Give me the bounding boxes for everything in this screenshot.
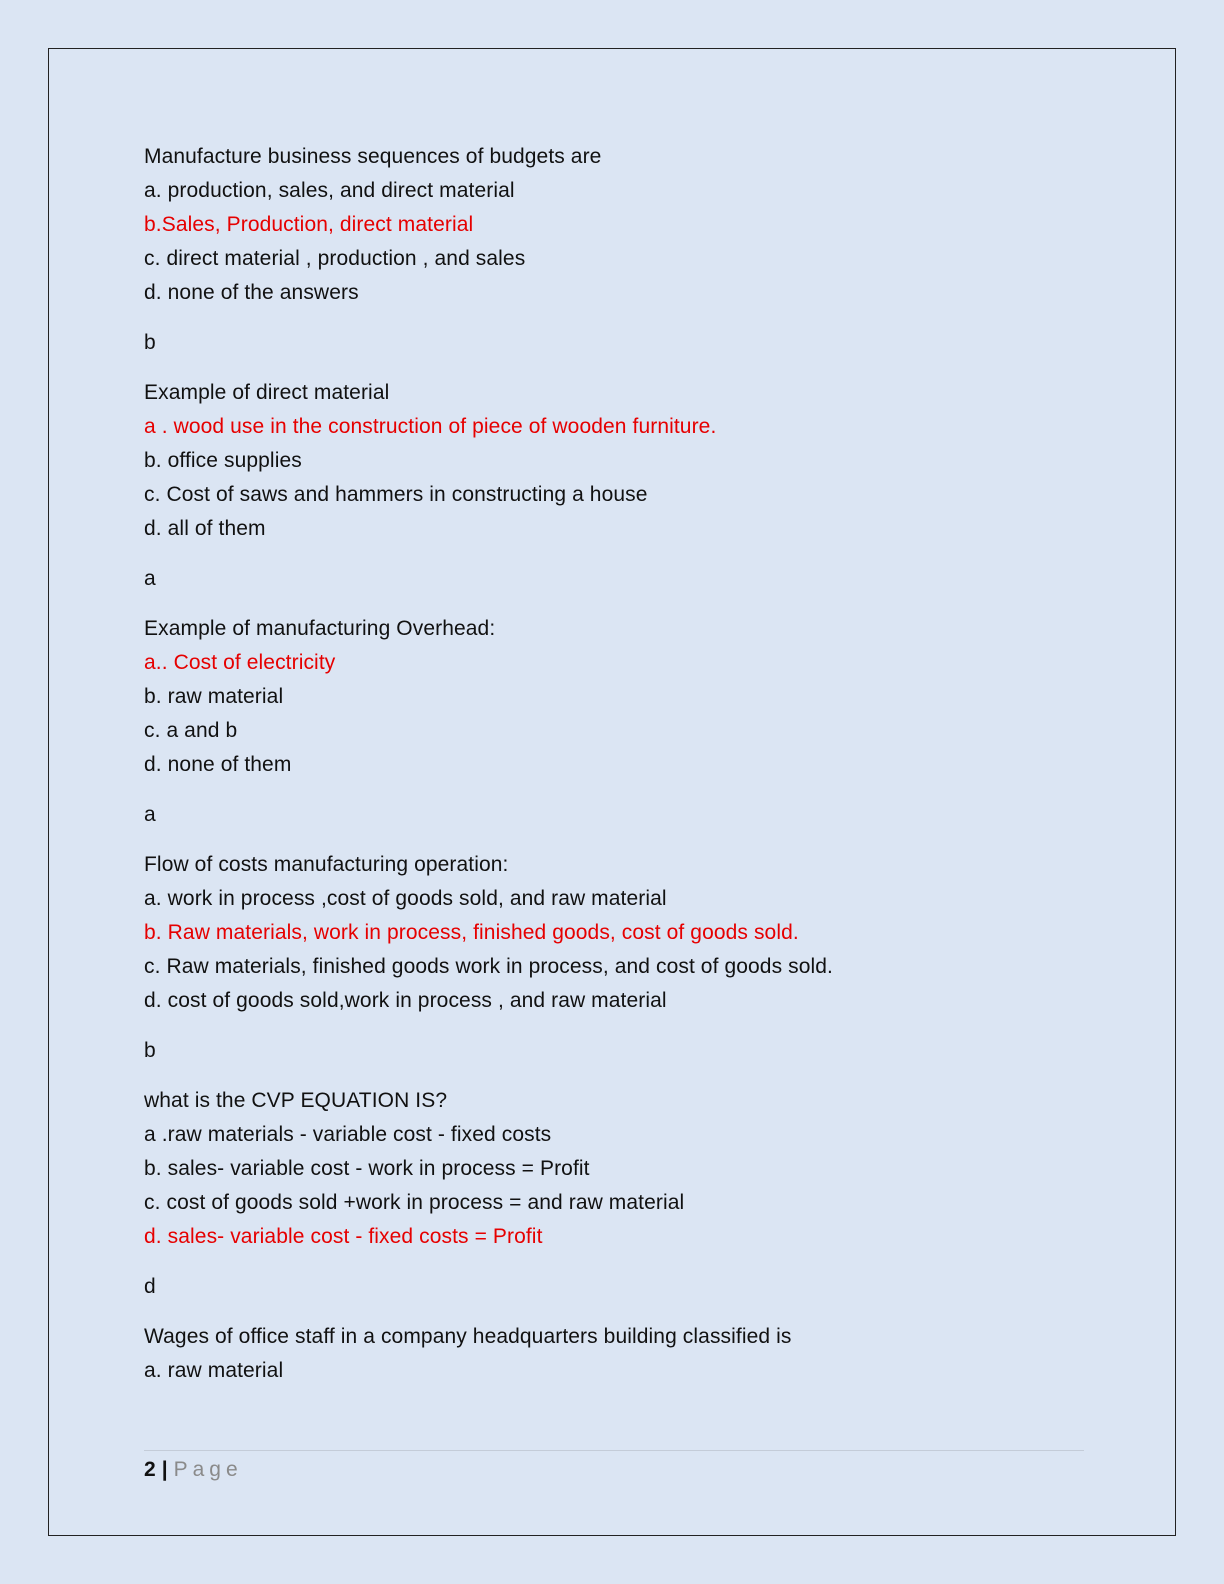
answer-option: c. a and b (144, 719, 238, 742)
answer-key: d (144, 1275, 156, 1298)
correct-option: d. sales- variable cost - fixed costs = Profit (144, 1225, 543, 1248)
question-block (144, 376, 1084, 546)
answer-option: d. cost of goods sold,work in process , and raw material (144, 989, 667, 1012)
page-number: 2 (144, 1458, 156, 1481)
answer-option: b. raw material (144, 685, 284, 708)
question-block (144, 1084, 1084, 1254)
correct-option: b. Raw materials, work in process, finished goods, cost of goods sold. (144, 921, 799, 944)
question-text: Manufacture business sequences of budgets are (144, 145, 602, 168)
answer-option: d. none of them (144, 753, 292, 776)
correct-option: a.. Cost of electricity (144, 651, 336, 674)
answer-option: d. none of the answers (144, 281, 359, 304)
answer-option: c. Raw materials, finished goods work in process, and cost of goods sold. (144, 955, 833, 978)
question-block (144, 1320, 1084, 1388)
question-block (144, 848, 1084, 1018)
question-text: Wages of office staff in a company headquarters building classified is (144, 1325, 792, 1348)
answer-key: b (144, 331, 156, 354)
question-block (144, 612, 1084, 782)
correct-option: a . wood use in the construction of piece of wooden furniture. (144, 415, 717, 438)
answer-option: b. office supplies (144, 449, 302, 472)
answer-option: a. work in process ,cost of goods sold, and raw material (144, 887, 667, 910)
page-label: Page (173, 1458, 243, 1481)
answer-option: a .raw materials - variable cost - fixed costs (144, 1123, 552, 1146)
answer-option: c. direct material , production , and sales (144, 247, 526, 270)
question-text: Example of direct material (144, 381, 390, 404)
question-text: Flow of costs manufacturing operation: (144, 853, 509, 876)
page-footer (144, 1455, 243, 1485)
document-content (144, 140, 1084, 1404)
answer-option: d. all of them (144, 517, 266, 540)
correct-option: b.Sales, Production, direct material (144, 213, 474, 236)
footer-separator: | (161, 1458, 168, 1481)
footer-rule (144, 1450, 1084, 1451)
answer-key: a (144, 803, 156, 826)
question-text: Example of manufacturing Overhead: (144, 617, 496, 640)
answer-option: a. raw material (144, 1359, 284, 1382)
question-block (144, 140, 1084, 310)
question-text: what is the CVP EQUATION IS? (144, 1089, 448, 1112)
answer-option: c. cost of goods sold +work in process = and raw material (144, 1191, 685, 1214)
answer-option: a. production, sales, and direct material (144, 179, 515, 202)
answer-option: b. sales- variable cost - work in process = Profit (144, 1157, 590, 1180)
answer-option: c. Cost of saws and hammers in constructing a house (144, 483, 648, 506)
answer-key: b (144, 1039, 156, 1062)
answer-key: a (144, 567, 156, 590)
